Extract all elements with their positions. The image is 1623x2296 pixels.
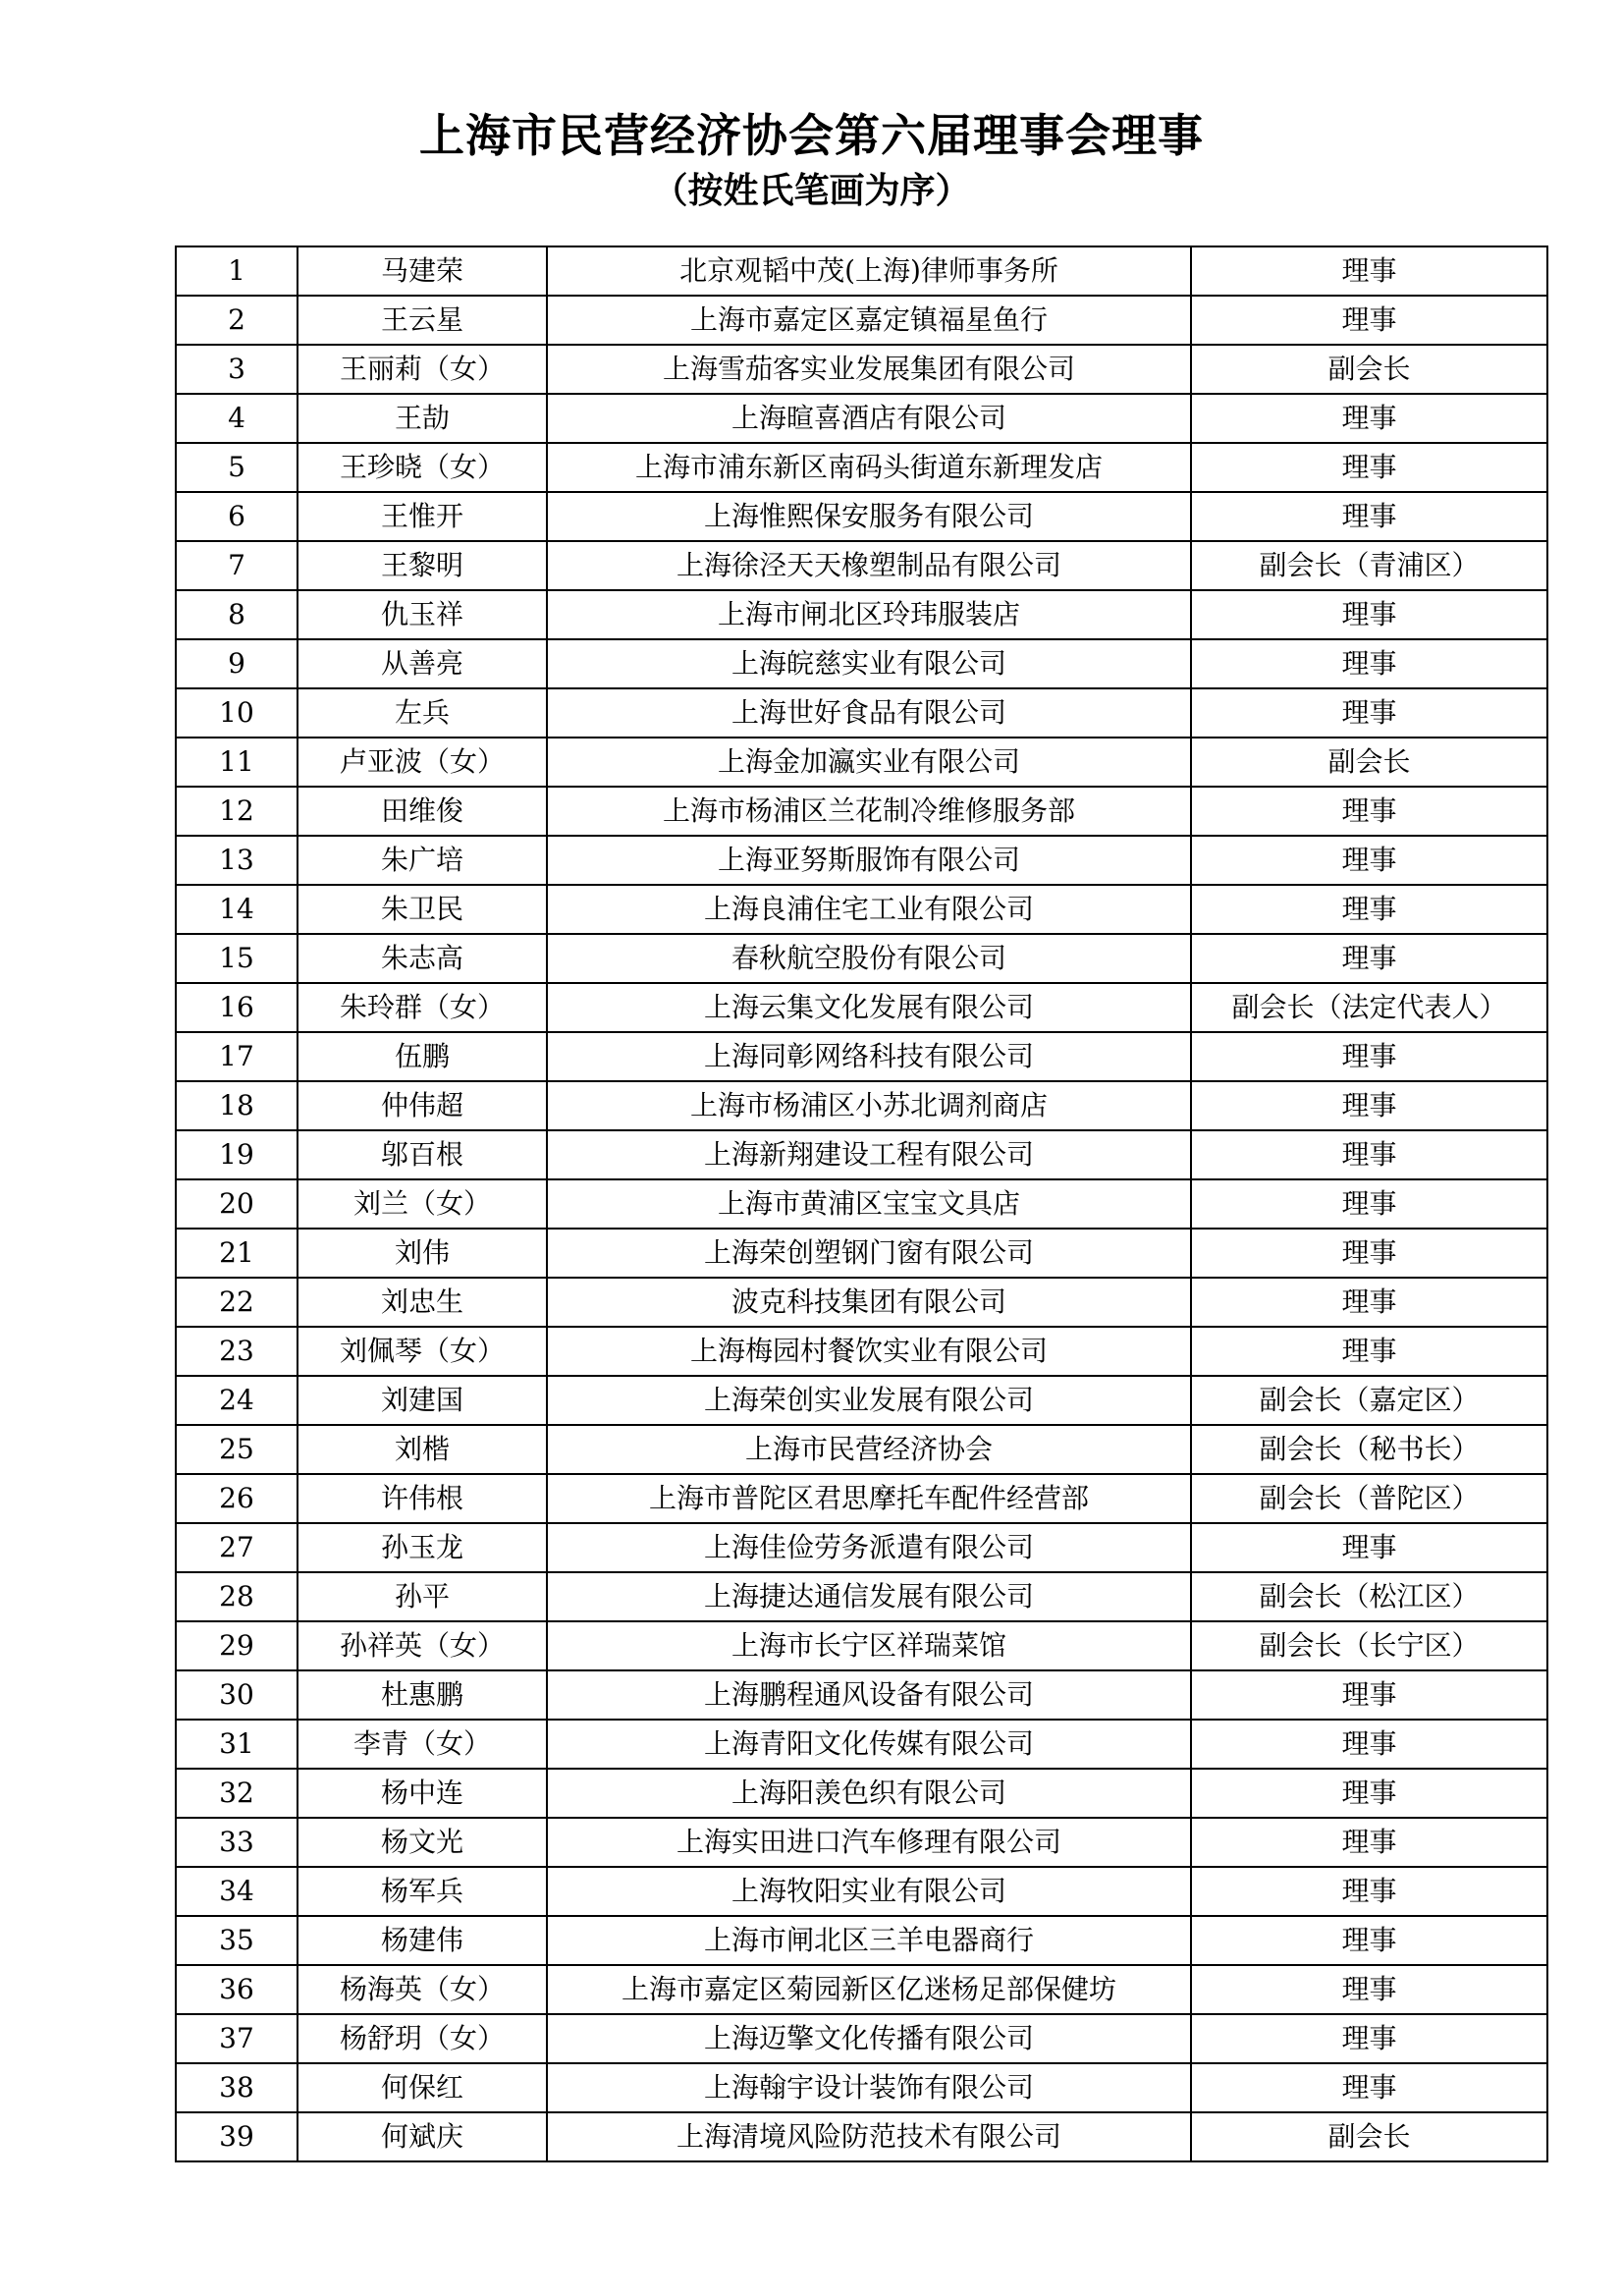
- member-name-cell: 孙祥英（女）: [298, 1621, 547, 1670]
- member-role-cell: 理事: [1191, 2014, 1547, 2063]
- member-number-cell: 6: [176, 492, 298, 541]
- member-role-cell: 理事: [1191, 1720, 1547, 1769]
- member-organization-cell: 上海市闸北区三羊电器商行: [547, 1916, 1191, 1965]
- member-number-cell: 25: [176, 1425, 298, 1474]
- member-organization-cell: 上海新翔建设工程有限公司: [547, 1130, 1191, 1179]
- member-role-cell: 理事: [1191, 1278, 1547, 1327]
- member-name-cell: 左兵: [298, 688, 547, 738]
- member-organization-cell: 上海捷达通信发展有限公司: [547, 1572, 1191, 1621]
- member-name-cell: 朱广培: [298, 836, 547, 885]
- member-number-cell: 36: [176, 1965, 298, 2014]
- table-row: [176, 1081, 1547, 1130]
- member-organization-cell: 上海市杨浦区兰花制冷维修服务部: [547, 787, 1191, 836]
- member-organization-cell: 上海市黄浦区宝宝文具店: [547, 1179, 1191, 1229]
- table-row: [176, 492, 1547, 541]
- member-organization-cell: 上海皖慈实业有限公司: [547, 639, 1191, 688]
- member-number-cell: 2: [176, 296, 298, 345]
- table-row: [176, 1916, 1547, 1965]
- page-subtitle: （按姓氏笔画为序）: [652, 171, 971, 211]
- member-role-cell: 理事: [1191, 1670, 1547, 1720]
- member-name-cell: 仲伟超: [298, 1081, 547, 1130]
- member-role-cell: 理事: [1191, 1179, 1547, 1229]
- member-number-cell: 20: [176, 1179, 298, 1229]
- table-row: [176, 1179, 1547, 1229]
- member-organization-cell: 上海实田进口汽车修理有限公司: [547, 1818, 1191, 1867]
- member-number-cell: 39: [176, 2112, 298, 2161]
- member-organization-cell: 上海荣创实业发展有限公司: [547, 1376, 1191, 1425]
- table-row: [176, 590, 1547, 639]
- table-row: [176, 2063, 1547, 2112]
- table-row: [176, 1867, 1547, 1916]
- member-organization-cell: 上海市民营经济协会: [547, 1425, 1191, 1474]
- members-table-container: [175, 246, 1542, 2162]
- member-role-cell: 理事: [1191, 1032, 1547, 1081]
- member-number-cell: 31: [176, 1720, 298, 1769]
- member-number-cell: 21: [176, 1229, 298, 1278]
- member-organization-cell: 上海翰宇设计装饰有限公司: [547, 2063, 1191, 2112]
- member-role-cell: 理事: [1191, 639, 1547, 688]
- table-row: [176, 394, 1547, 443]
- member-organization-cell: 上海佳俭劳务派遣有限公司: [547, 1523, 1191, 1572]
- member-number-cell: 15: [176, 934, 298, 983]
- member-role-cell: 理事: [1191, 443, 1547, 492]
- member-number-cell: 35: [176, 1916, 298, 1965]
- member-organization-cell: 上海市普陀区君思摩托车配件经营部: [547, 1474, 1191, 1523]
- member-organization-cell: 上海雪茄客实业发展集团有限公司: [547, 345, 1191, 394]
- member-name-cell: 仇玉祥: [298, 590, 547, 639]
- member-organization-cell: 上海亚努斯服饰有限公司: [547, 836, 1191, 885]
- member-number-cell: 23: [176, 1327, 298, 1376]
- member-number-cell: 1: [176, 246, 298, 296]
- table-row: [176, 1572, 1547, 1621]
- member-name-cell: 邬百根: [298, 1130, 547, 1179]
- member-role-cell: 理事: [1191, 2063, 1547, 2112]
- member-organization-cell: 上海迈擎文化传播有限公司: [547, 2014, 1191, 2063]
- table-row: [176, 1621, 1547, 1670]
- member-name-cell: 孙玉龙: [298, 1523, 547, 1572]
- table-row: [176, 1376, 1547, 1425]
- member-name-cell: 杨中连: [298, 1769, 547, 1818]
- member-number-cell: 24: [176, 1376, 298, 1425]
- table-row: [176, 1818, 1547, 1867]
- members-table-body: [176, 246, 1547, 2161]
- member-organization-cell: 上海清境风险防范技术有限公司: [547, 2112, 1191, 2161]
- member-organization-cell: 上海梅园村餐饮实业有限公司: [547, 1327, 1191, 1376]
- table-row: [176, 836, 1547, 885]
- member-number-cell: 19: [176, 1130, 298, 1179]
- table-row: [176, 1032, 1547, 1081]
- table-row: [176, 1425, 1547, 1474]
- member-name-cell: 朱卫民: [298, 885, 547, 934]
- table-row: [176, 1327, 1547, 1376]
- member-name-cell: 卢亚波（女）: [298, 738, 547, 787]
- member-number-cell: 8: [176, 590, 298, 639]
- member-role-cell: 理事: [1191, 1867, 1547, 1916]
- member-organization-cell: 上海市嘉定区嘉定镇福星鱼行: [547, 296, 1191, 345]
- member-name-cell: 朱志高: [298, 934, 547, 983]
- member-role-cell: 理事: [1191, 1916, 1547, 1965]
- member-number-cell: 5: [176, 443, 298, 492]
- member-number-cell: 27: [176, 1523, 298, 1572]
- member-organization-cell: 上海市杨浦区小苏北调剂商店: [547, 1081, 1191, 1130]
- table-row: [176, 345, 1547, 394]
- table-row: [176, 1130, 1547, 1179]
- member-role-cell: 理事: [1191, 1965, 1547, 2014]
- member-number-cell: 11: [176, 738, 298, 787]
- member-name-cell: 王黎明: [298, 541, 547, 590]
- table-row: [176, 2014, 1547, 2063]
- member-name-cell: 刘建国: [298, 1376, 547, 1425]
- member-number-cell: 7: [176, 541, 298, 590]
- member-organization-cell: 上海金加瀛实业有限公司: [547, 738, 1191, 787]
- member-name-cell: 何斌庆: [298, 2112, 547, 2161]
- member-number-cell: 38: [176, 2063, 298, 2112]
- member-organization-cell: 上海同彰网络科技有限公司: [547, 1032, 1191, 1081]
- member-role-cell: 理事: [1191, 394, 1547, 443]
- table-row: [176, 541, 1547, 590]
- member-role-cell: 理事: [1191, 1229, 1547, 1278]
- member-name-cell: 杨海英（女）: [298, 1965, 547, 2014]
- member-role-cell: 副会长: [1191, 738, 1547, 787]
- member-name-cell: 马建荣: [298, 246, 547, 296]
- member-number-cell: 13: [176, 836, 298, 885]
- member-name-cell: 许伟根: [298, 1474, 547, 1523]
- member-name-cell: 王云星: [298, 296, 547, 345]
- member-role-cell: 副会长: [1191, 2112, 1547, 2161]
- table-row: [176, 443, 1547, 492]
- table-row: [176, 934, 1547, 983]
- member-number-cell: 22: [176, 1278, 298, 1327]
- member-number-cell: 12: [176, 787, 298, 836]
- member-name-cell: 孙平: [298, 1572, 547, 1621]
- member-organization-cell: 上海徐泾天天橡塑制品有限公司: [547, 541, 1191, 590]
- member-organization-cell: 上海市长宁区祥瑞菜馆: [547, 1621, 1191, 1670]
- member-name-cell: 王丽莉（女）: [298, 345, 547, 394]
- member-organization-cell: 上海世好食品有限公司: [547, 688, 1191, 738]
- member-number-cell: 34: [176, 1867, 298, 1916]
- table-row: [176, 688, 1547, 738]
- member-organization-cell: 上海市嘉定区菊园新区亿迷杨足部保健坊: [547, 1965, 1191, 2014]
- member-role-cell: 理事: [1191, 787, 1547, 836]
- member-role-cell: 副会长（秘书长）: [1191, 1425, 1547, 1474]
- members-table: [175, 246, 1548, 2162]
- member-number-cell: 3: [176, 345, 298, 394]
- member-organization-cell: 上海暄喜酒店有限公司: [547, 394, 1191, 443]
- member-role-cell: 副会长（普陀区）: [1191, 1474, 1547, 1523]
- member-role-cell: 理事: [1191, 1327, 1547, 1376]
- member-name-cell: 王惟开: [298, 492, 547, 541]
- table-row: [176, 1229, 1547, 1278]
- member-name-cell: 杨军兵: [298, 1867, 547, 1916]
- member-number-cell: 14: [176, 885, 298, 934]
- member-name-cell: 田维俊: [298, 787, 547, 836]
- page-title: 上海市民营经济协会第六届理事会理事: [419, 109, 1204, 162]
- member-number-cell: 10: [176, 688, 298, 738]
- table-row: [176, 983, 1547, 1032]
- member-name-cell: 刘楷: [298, 1425, 547, 1474]
- member-name-cell: 刘伟: [298, 1229, 547, 1278]
- member-role-cell: 理事: [1191, 836, 1547, 885]
- member-organization-cell: 上海市闸北区玲玮服装店: [547, 590, 1191, 639]
- member-role-cell: 副会长（青浦区）: [1191, 541, 1547, 590]
- member-role-cell: 理事: [1191, 246, 1547, 296]
- member-name-cell: 王珍晓（女）: [298, 443, 547, 492]
- member-role-cell: 理事: [1191, 1081, 1547, 1130]
- member-number-cell: 18: [176, 1081, 298, 1130]
- member-role-cell: 理事: [1191, 1130, 1547, 1179]
- member-organization-cell: 上海良浦住宅工业有限公司: [547, 885, 1191, 934]
- member-organization-cell: 上海鹏程通风设备有限公司: [547, 1670, 1191, 1720]
- member-number-cell: 26: [176, 1474, 298, 1523]
- member-name-cell: 杨建伟: [298, 1916, 547, 1965]
- table-row: [176, 1278, 1547, 1327]
- member-role-cell: 副会长（嘉定区）: [1191, 1376, 1547, 1425]
- member-name-cell: 从善亮: [298, 639, 547, 688]
- table-row: [176, 1523, 1547, 1572]
- table-row: [176, 738, 1547, 787]
- member-organization-cell: 上海青阳文化传媒有限公司: [547, 1720, 1191, 1769]
- member-role-cell: 理事: [1191, 688, 1547, 738]
- member-number-cell: 9: [176, 639, 298, 688]
- member-organization-cell: 上海荣创塑钢门窗有限公司: [547, 1229, 1191, 1278]
- member-number-cell: 16: [176, 983, 298, 1032]
- member-role-cell: 副会长（松江区）: [1191, 1572, 1547, 1621]
- member-role-cell: 理事: [1191, 1818, 1547, 1867]
- member-name-cell: 李青（女）: [298, 1720, 547, 1769]
- member-number-cell: 33: [176, 1818, 298, 1867]
- member-number-cell: 29: [176, 1621, 298, 1670]
- table-row: [176, 639, 1547, 688]
- member-role-cell: 副会长（长宁区）: [1191, 1621, 1547, 1670]
- member-number-cell: 17: [176, 1032, 298, 1081]
- member-role-cell: 理事: [1191, 296, 1547, 345]
- member-organization-cell: 波克科技集团有限公司: [547, 1278, 1191, 1327]
- member-role-cell: 理事: [1191, 1523, 1547, 1572]
- table-row: [176, 1965, 1547, 2014]
- table-row: [176, 1720, 1547, 1769]
- member-name-cell: 何保红: [298, 2063, 547, 2112]
- member-role-cell: 副会长（法定代表人）: [1191, 983, 1547, 1032]
- member-name-cell: 朱玲群（女）: [298, 983, 547, 1032]
- table-row: [176, 1474, 1547, 1523]
- member-number-cell: 4: [176, 394, 298, 443]
- member-number-cell: 32: [176, 1769, 298, 1818]
- table-row: [176, 787, 1547, 836]
- member-number-cell: 28: [176, 1572, 298, 1621]
- member-name-cell: 王劼: [298, 394, 547, 443]
- table-row: [176, 2112, 1547, 2161]
- member-number-cell: 30: [176, 1670, 298, 1720]
- member-role-cell: 理事: [1191, 885, 1547, 934]
- table-row: [176, 1670, 1547, 1720]
- member-organization-cell: 上海阳羡色织有限公司: [547, 1769, 1191, 1818]
- member-name-cell: 杨舒玥（女）: [298, 2014, 547, 2063]
- table-row: [176, 296, 1547, 345]
- table-row: [176, 885, 1547, 934]
- member-role-cell: 理事: [1191, 492, 1547, 541]
- member-organization-cell: 上海市浦东新区南码头街道东新理发店: [547, 443, 1191, 492]
- member-role-cell: 理事: [1191, 934, 1547, 983]
- table-row: [176, 246, 1547, 296]
- member-role-cell: 理事: [1191, 1769, 1547, 1818]
- member-name-cell: 刘忠生: [298, 1278, 547, 1327]
- member-name-cell: 杨文光: [298, 1818, 547, 1867]
- member-organization-cell: 上海惟熙保安服务有限公司: [547, 492, 1191, 541]
- member-name-cell: 杜惠鹏: [298, 1670, 547, 1720]
- member-name-cell: 伍鹏: [298, 1032, 547, 1081]
- member-organization-cell: 春秋航空股份有限公司: [547, 934, 1191, 983]
- member-name-cell: 刘佩琴（女）: [298, 1327, 547, 1376]
- member-organization-cell: 上海牧阳实业有限公司: [547, 1867, 1191, 1916]
- table-row: [176, 1769, 1547, 1818]
- member-role-cell: 副会长: [1191, 345, 1547, 394]
- member-number-cell: 37: [176, 2014, 298, 2063]
- member-organization-cell: 北京观韬中茂(上海)律师事务所: [547, 246, 1191, 296]
- member-role-cell: 理事: [1191, 590, 1547, 639]
- member-organization-cell: 上海云集文化发展有限公司: [547, 983, 1191, 1032]
- member-name-cell: 刘兰（女）: [298, 1179, 547, 1229]
